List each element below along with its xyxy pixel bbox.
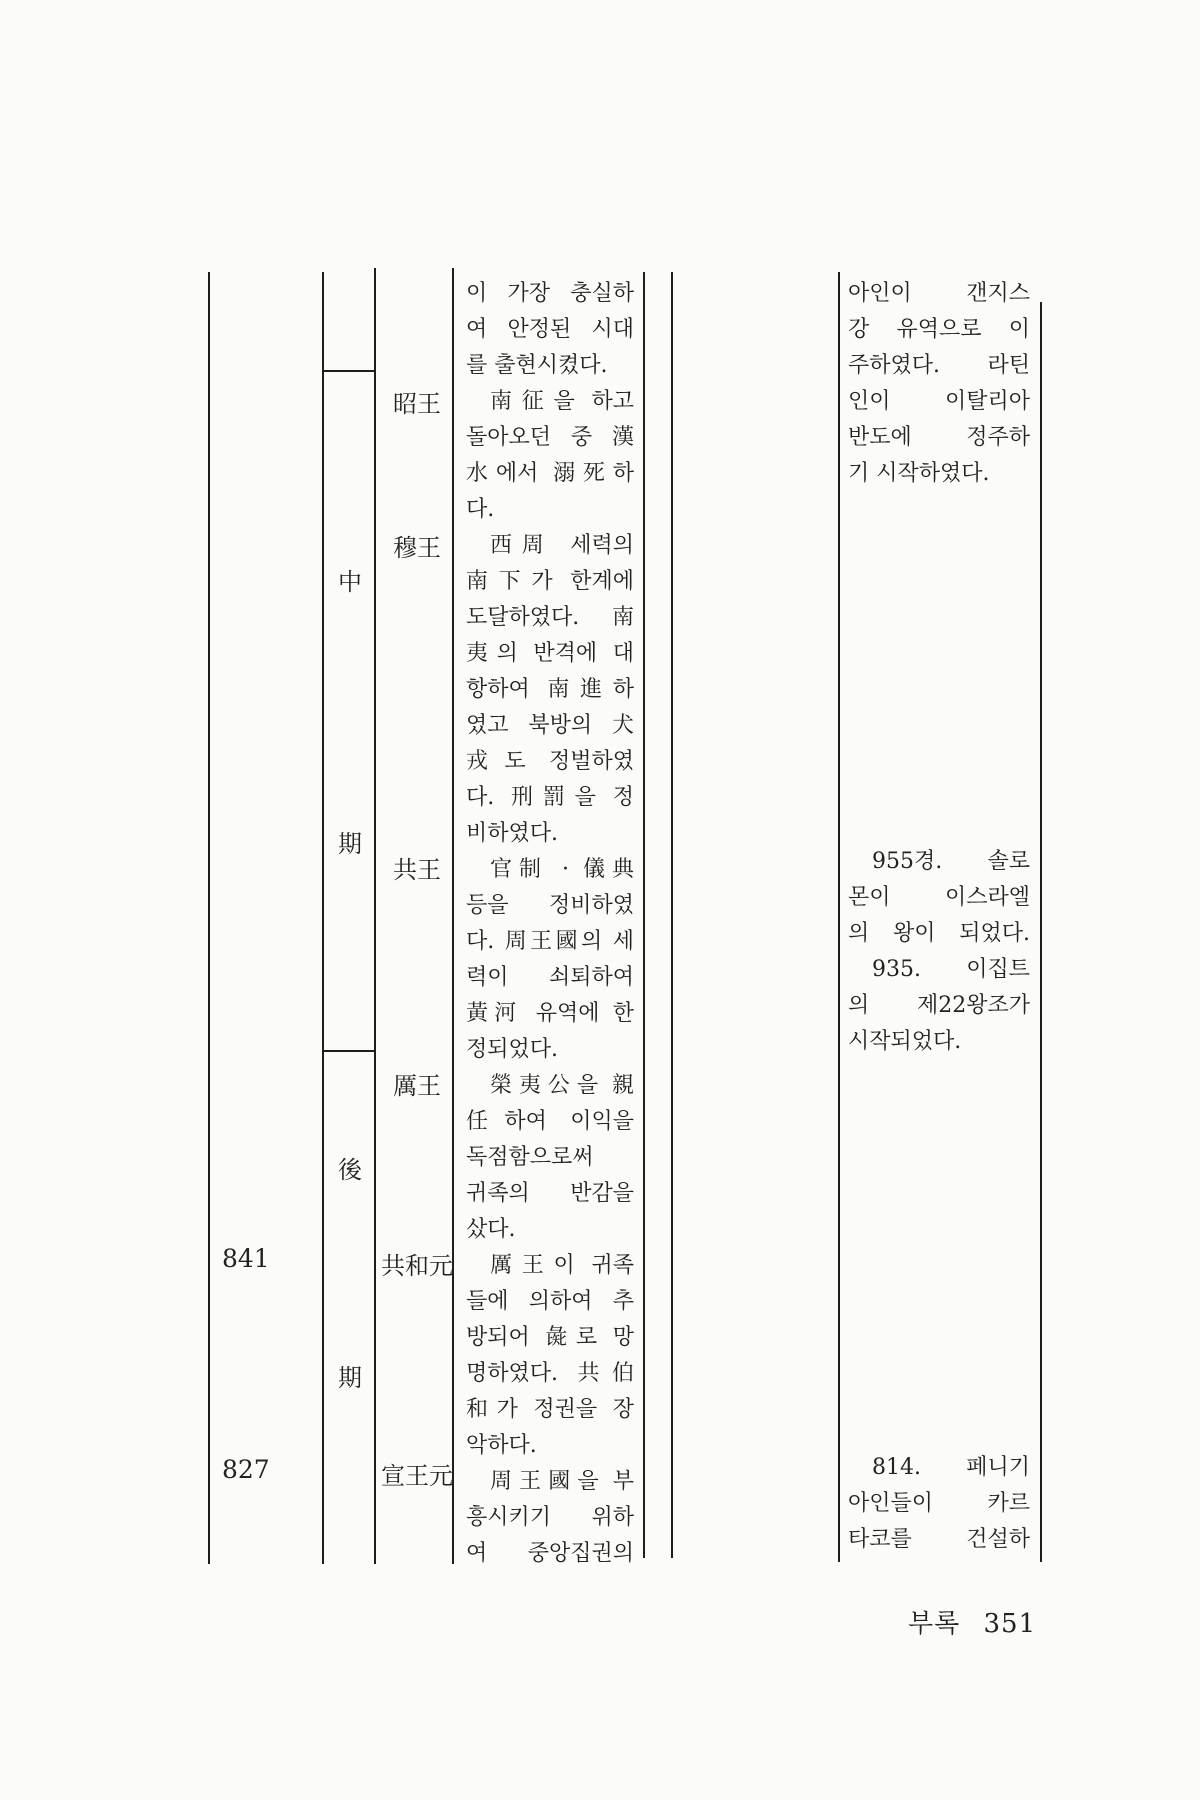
event-line: 南下가 한계에 xyxy=(466,569,634,594)
event-line: 독점함으로써 xyxy=(466,1145,594,1170)
event-line: 和가 정권을 장 xyxy=(466,1397,634,1422)
event-line: 를 출현시켰다. xyxy=(466,353,608,378)
world-events-block-3 xyxy=(848,1450,1030,1558)
event-line: 였고 북방의 犬 xyxy=(466,713,634,738)
event-line: 戎도 정벌하였 xyxy=(466,749,634,774)
event-line: 흥시키기 위하 xyxy=(466,1505,634,1530)
table-rule-world-left xyxy=(838,272,840,1562)
king-gonghe: 共和元 xyxy=(381,1252,453,1280)
event-line: 비하였다. xyxy=(466,821,559,846)
footer-label: 부록 xyxy=(908,1609,961,1639)
king-mu: 穆王 xyxy=(393,534,441,562)
event-line: 厲王이 귀족 xyxy=(490,1253,634,1278)
period-divider-early-mid xyxy=(324,370,374,372)
event-line: 정되었다. xyxy=(466,1037,559,1062)
event-line: 몬이 이스라엘 xyxy=(848,885,1030,910)
event-line: 935. 이집트 xyxy=(872,957,1030,982)
event-line: 등을 정비하였 xyxy=(466,893,634,918)
table-rule-korea-right xyxy=(671,272,673,1558)
period-label-mid-1: 中 xyxy=(338,568,362,596)
event-line: 黃河 유역에 한 xyxy=(466,1001,634,1026)
table-rule-king xyxy=(452,268,454,1564)
event-line: 아인이 갠지스 xyxy=(848,281,1030,306)
event-line: 악하다. xyxy=(466,1433,537,1458)
table-rule-period xyxy=(374,268,376,1564)
event-line: 인이 이탈리아 xyxy=(848,389,1030,414)
event-line: 水에서 溺死하 xyxy=(466,461,634,486)
page-number: 351 xyxy=(983,1609,1037,1639)
period-label-late-1: 後 xyxy=(338,1156,362,1184)
period-label-mid-2: 期 xyxy=(338,830,362,858)
king-li: 厲王 xyxy=(393,1072,441,1100)
event-line: 돌아오던 중 漢 xyxy=(466,425,634,450)
world-events-block-1 xyxy=(848,276,1030,492)
world-events-block-2 xyxy=(848,844,1030,1060)
table-rule-china-right xyxy=(643,272,645,1558)
event-line: 타코를 건설하 xyxy=(848,1527,1030,1552)
event-line: 도달하였다. 南 xyxy=(466,605,634,630)
event-line: 다. 周王國의 세 xyxy=(466,929,634,954)
period-label-late-2: 期 xyxy=(338,1364,362,1392)
table-rule-world-right xyxy=(1040,302,1042,1562)
king-xuan: 宣王元 xyxy=(381,1462,453,1490)
event-line: 任하여 이익을 xyxy=(466,1109,634,1134)
table-rule-year xyxy=(322,272,324,1564)
event-line: 여 중앙집권의 xyxy=(466,1541,634,1566)
event-line: 의 왕이 되었다. xyxy=(848,921,1030,946)
event-line: 西周 세력의 xyxy=(490,533,634,558)
king-gong: 共王 xyxy=(393,856,441,884)
event-line: 력이 쇠퇴하여 xyxy=(466,965,634,990)
event-line: 의 제22왕조가 xyxy=(848,993,1030,1018)
table-rule-left xyxy=(208,272,210,1564)
event-line: 榮夷公을 親 xyxy=(490,1073,634,1098)
event-line: 이 가장 충실하 xyxy=(466,281,634,306)
event-line: 955경. 솔로 xyxy=(872,849,1030,874)
event-line: 시작되었다. xyxy=(848,1029,962,1054)
event-line: 다. 刑罰을 정 xyxy=(466,785,634,810)
event-line: 다. xyxy=(466,497,495,522)
event-line: 기 시작하였다. xyxy=(848,461,990,486)
event-line: 방되어 彘로 망 xyxy=(466,1325,634,1350)
event-line: 강 유역으로 이 xyxy=(848,317,1030,342)
event-line: 주하였다. 라틴 xyxy=(848,353,1030,378)
year-841: 841 xyxy=(222,1244,270,1273)
event-line: 아인들이 카르 xyxy=(848,1491,1030,1516)
event-line: 814. 페니기 xyxy=(872,1455,1030,1480)
event-line: 夷의 반격에 대 xyxy=(466,641,634,666)
year-827: 827 xyxy=(222,1455,270,1484)
china-events-column xyxy=(466,276,634,1572)
event-line: 들에 의하여 추 xyxy=(466,1289,634,1314)
period-divider-mid-late xyxy=(324,1050,374,1052)
event-line: 항하여 南進하 xyxy=(466,677,634,702)
event-line: 南征을 하고 xyxy=(490,389,634,414)
event-line: 귀족의 반감을 xyxy=(466,1181,634,1206)
page-footer xyxy=(908,1603,1036,1640)
event-line: 명하였다. 共伯 xyxy=(466,1361,634,1386)
event-line: 여 안정된 시대 xyxy=(466,317,634,342)
event-line: 周王國을 부 xyxy=(490,1469,634,1494)
event-line: 반도에 정주하 xyxy=(848,425,1030,450)
event-line: 官制 · 儀典 xyxy=(490,857,634,882)
king-zhao: 昭王 xyxy=(393,390,441,418)
event-line: 샀다. xyxy=(466,1217,516,1242)
